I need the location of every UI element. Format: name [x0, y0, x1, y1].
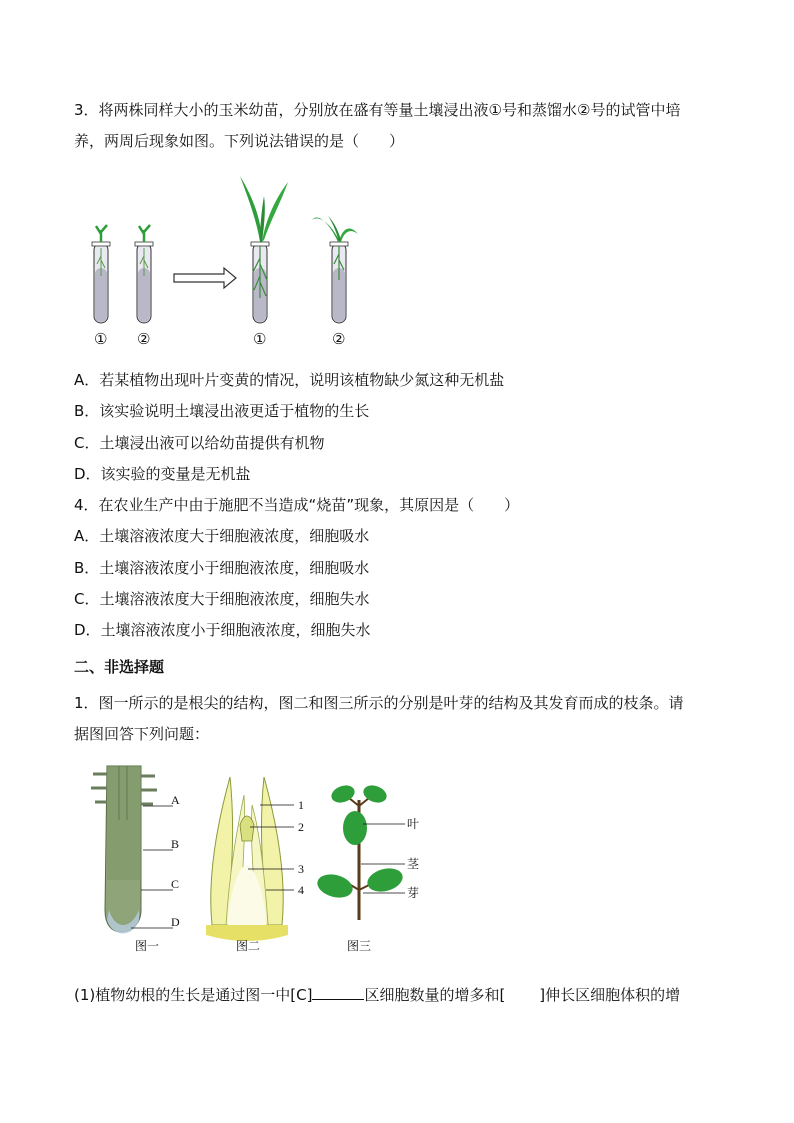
- fig1-label-c: C: [171, 877, 180, 891]
- fig2-label-1: 1: [298, 798, 304, 812]
- q3-option-b: B．该实验说明土壤浸出液更适于植物的生长: [74, 402, 370, 420]
- tube-1-after: [240, 176, 288, 323]
- q3-stem-line2: 养，两周后现象如图。下列说法错误的是（ ）: [74, 132, 405, 150]
- tube-label-1b: ①: [253, 330, 267, 348]
- fig2-label-2: 2: [298, 820, 304, 834]
- tube-label-2b: ②: [332, 330, 346, 348]
- fig3-caption: 图三: [347, 939, 372, 953]
- arrow-icon: [174, 268, 236, 288]
- q4-option-d: D．土壤溶液浓度小于细胞液浓度，细胞失水: [74, 621, 371, 639]
- branch-figure: [315, 780, 435, 960]
- s2-sub1: [74, 985, 680, 1005]
- q3-option-c: C．土壤浸出液可以给幼苗提供有机物: [74, 434, 325, 452]
- q3-option-a: A．若某植物出现叶片变黄的情况，说明该植物缺少氮这种无机盐: [74, 371, 505, 389]
- root-tip-figure: [85, 760, 195, 960]
- s2-q1-line2: 据图回答下列问题：: [74, 725, 210, 743]
- tube-label-1a: ①: [94, 330, 108, 348]
- answer-blank-1[interactable]: [312, 985, 364, 1000]
- fig1-label-b: B: [171, 837, 180, 851]
- fig2-caption: 图二: [236, 939, 261, 953]
- s2-sub1-part2: 区细胞数量的增多和[: [364, 986, 506, 1004]
- leaf-bud-figure: [200, 765, 315, 960]
- fig3-label-stem: 茎: [407, 857, 420, 871]
- test-tube-figure: [80, 168, 380, 353]
- q3-option-d: D．该实验的变量是无机盐: [74, 465, 251, 483]
- s2-sub1-part3: ]伸长区细胞体积的增: [539, 986, 681, 1004]
- tube-2-before: [135, 225, 153, 323]
- section-heading: 二、非选择题: [74, 658, 165, 676]
- q4-option-c: C．土壤溶液浓度大于细胞液浓度，细胞失水: [74, 590, 370, 608]
- s2-sub1-part1: (1)植物幼根的生长是通过图一中[C]: [74, 986, 313, 1004]
- q4-stem: 4．在农业生产中由于施肥不当造成“烧苗”现象，其原因是（ ）: [74, 496, 520, 514]
- q4-option-a: A．土壤溶液浓度大于细胞液浓度，细胞吸水: [74, 527, 370, 545]
- s2-q1-line1: 1．图一所示的是根尖的结构，图二和图三所示的分别是叶芽的结构及其发育而成的枝条。请: [74, 694, 684, 712]
- fig3-label-bud: 芽: [407, 886, 420, 900]
- fig2-label-3: 3: [298, 862, 304, 876]
- fig3-label-leaf: 叶: [407, 817, 420, 831]
- tube-2-after: [312, 216, 358, 323]
- fig1-caption: 图一: [135, 939, 160, 953]
- fig2-label-4: 4: [298, 883, 304, 897]
- q3-stem-line1: 3．将两株同样大小的玉米幼苗，分别放在盛有等量土壤浸出液①号和蒸馏水②号的试管中培: [74, 101, 681, 119]
- tube-label-2a: ②: [137, 330, 151, 348]
- fig1-label-a: A: [171, 793, 180, 807]
- tube-1-before: [92, 225, 110, 323]
- q4-option-b: B．土壤溶液浓度小于细胞液浓度，细胞吸水: [74, 559, 370, 577]
- fig1-label-d: D: [171, 915, 180, 929]
